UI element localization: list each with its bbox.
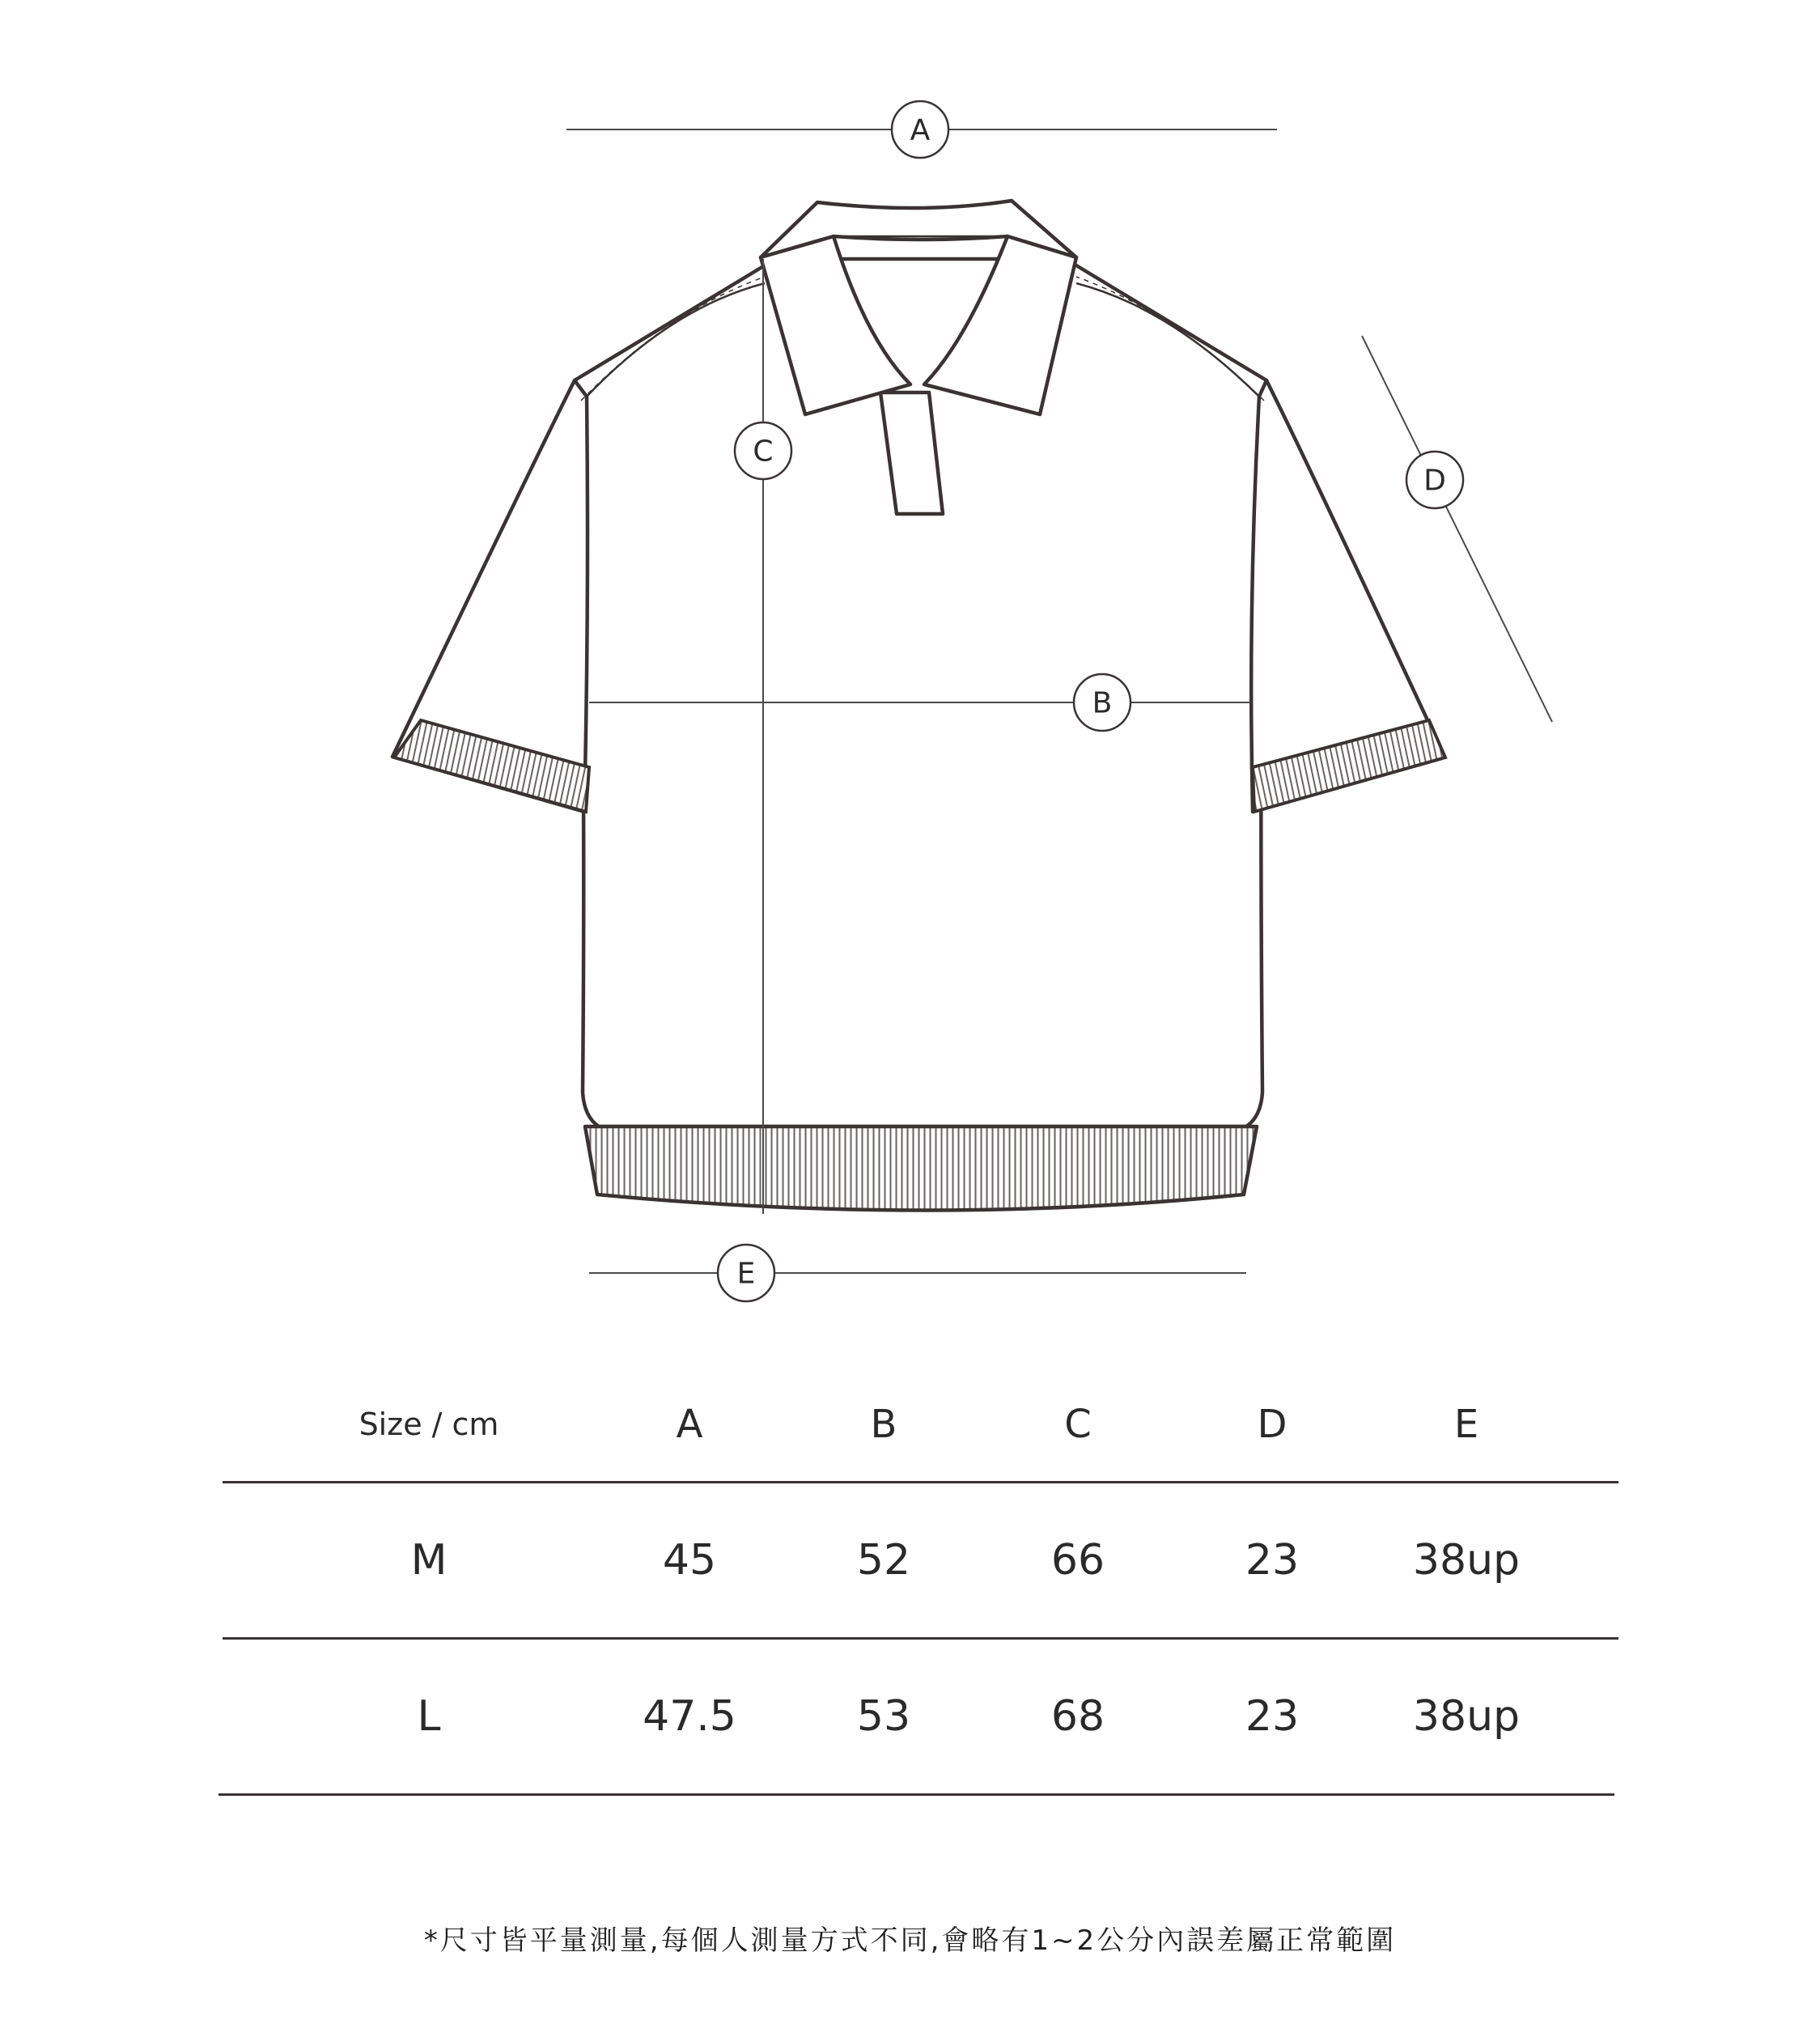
table-row: [218, 1640, 1618, 1793]
value-d: 23: [1245, 1536, 1300, 1585]
marker-b: [1074, 674, 1131, 731]
value-c: 66: [1050, 1536, 1105, 1585]
value-e: 38up: [1412, 1692, 1521, 1741]
header-c: C: [1064, 1402, 1092, 1447]
value-a: 45: [662, 1536, 717, 1585]
value-b: 53: [856, 1692, 911, 1741]
header-size-unit: Size / cm: [358, 1407, 499, 1442]
table-row: [218, 1483, 1618, 1637]
hem-rib: [585, 1127, 1257, 1211]
header-e: E: [1453, 1402, 1479, 1447]
svg-text:E: E: [736, 1257, 756, 1291]
header-b: B: [870, 1402, 897, 1447]
footnote: *尺寸皆平量測量,每個人測量方式不同,會略有1~2公分內誤差屬正常範圍: [423, 1924, 1397, 1957]
shirt-outline: [392, 259, 1445, 1127]
value-b: 52: [856, 1536, 911, 1585]
marker-e: [718, 1245, 774, 1301]
table-divider: [218, 1793, 1614, 1796]
header-a: A: [676, 1402, 703, 1447]
size-label: M: [410, 1536, 448, 1585]
svg-text:A: A: [910, 113, 931, 147]
value-a: 47.5: [643, 1692, 736, 1741]
header-d: D: [1257, 1402, 1288, 1447]
value-c: 68: [1050, 1692, 1105, 1741]
svg-text:D: D: [1423, 464, 1446, 498]
size-table: [218, 1368, 1618, 1793]
svg-text:C: C: [753, 435, 774, 469]
value-d: 23: [1245, 1692, 1300, 1741]
marker-a: [892, 101, 948, 158]
size-label: L: [417, 1692, 441, 1741]
svg-text:B: B: [1092, 686, 1113, 720]
value-e: 38up: [1412, 1536, 1521, 1585]
table-header-row: [218, 1368, 1618, 1481]
marker-d: [1406, 452, 1463, 508]
marker-c: [735, 422, 791, 479]
